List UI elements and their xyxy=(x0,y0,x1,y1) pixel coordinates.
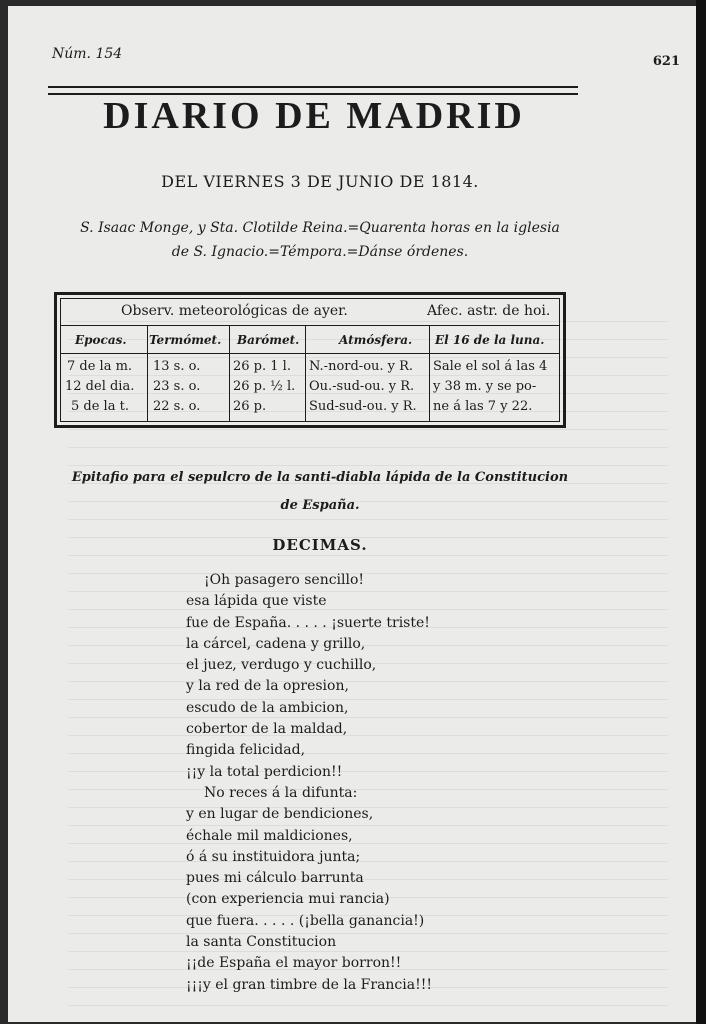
column-header: Barómet. xyxy=(237,333,300,347)
astronomy-heading: Afec. astr. de hoi. xyxy=(427,303,551,319)
column-header: Termómet. xyxy=(149,333,222,347)
table-cell: 26 p. 1 l. xyxy=(233,359,291,374)
table-cell: 13 s. o. xyxy=(153,359,201,374)
verse-line: la santa Constitucion xyxy=(186,934,337,951)
verse-line: que fuera. . . . . (¡bella ganancia!) xyxy=(186,912,425,929)
verse-line: y la red de la opresion, xyxy=(186,678,349,695)
verse-line: el juez, verdugo y cuchillo, xyxy=(186,657,377,674)
table-cell: Sale el sol á las 4 xyxy=(433,359,548,374)
section-title: DECIMAS. xyxy=(272,536,368,554)
table-cell: 23 s. o. xyxy=(153,379,201,394)
table-cell: Sud-sud-ou. y R. xyxy=(309,399,417,414)
verse-line: ¡¡y la total perdicion!! xyxy=(186,763,343,780)
verse-line: échale mil maldiciones, xyxy=(186,827,353,844)
verse-line: ¡¡¡y el gran timbre de la Francia!!! xyxy=(186,976,432,993)
verse-line: y en lugar de bendiciones, xyxy=(186,806,374,823)
verse-line: No reces á la difunta: xyxy=(204,784,358,801)
verse-line: cobertor de la maldad, xyxy=(186,721,348,738)
epitaph-heading xyxy=(60,464,580,520)
verse-line: esa lápida que viste xyxy=(186,593,327,610)
verse-line: (con experiencia mui rancia) xyxy=(186,891,390,908)
verse-line: la cárcel, cadena y grillo, xyxy=(186,635,366,652)
table-cell: N.-nord-ou. y R. xyxy=(309,359,414,374)
table-cell: 7 de la m. xyxy=(67,359,133,374)
saints-line: S. Isaac Monge, y Sta. Clotilde Reina.=Quarenta horas en la iglesia xyxy=(80,220,560,236)
issue-number: Núm. 154 xyxy=(52,46,123,62)
table-cell: 12 del dia. xyxy=(65,379,135,394)
verse-line: escudo de la ambicion, xyxy=(186,699,349,716)
page-edge xyxy=(696,0,706,1024)
table-cell: 26 p. ½ l. xyxy=(233,379,296,394)
table-cell: 22 s. o. xyxy=(153,399,201,414)
table-cell: 26 p. xyxy=(233,399,267,414)
verse-line: pues mi cálculo barrunta xyxy=(186,870,364,887)
table-cell: 5 de la t. xyxy=(71,399,129,414)
epitaph-line: Epitafio para el sepulcro de la santi-diabla lápida de la Constitucion xyxy=(71,470,569,485)
verse-line: fue de España. . . . . ¡suerte triste! xyxy=(186,614,430,631)
column-header: Epocas. xyxy=(75,333,127,347)
issue-date: DEL VIERNES 3 DE JUNIO DE 1814. xyxy=(161,172,479,191)
verse-line: ¡Oh pasagero sencillo! xyxy=(204,572,365,588)
table-cell: y 38 m. y se po- xyxy=(433,379,537,394)
epitaph-line: de España. xyxy=(280,498,360,513)
page-number: 621 xyxy=(652,54,680,69)
verse-line: fingida felicidad, xyxy=(186,742,306,759)
saints-of-day xyxy=(60,216,580,264)
poem xyxy=(186,570,586,996)
verse-line: ó á su instituidora junta; xyxy=(186,848,361,865)
column-header: Atmósfera. xyxy=(339,333,413,347)
column-header: El 16 de la luna. xyxy=(435,333,545,347)
saints-line: de S. Ignacio.=Témpora.=Dánse órdenes. xyxy=(171,244,469,260)
table-cell: Ou.-sud-ou. y R. xyxy=(309,379,415,394)
newspaper-title: DIARIO DE MADRID xyxy=(103,95,525,137)
weather-table xyxy=(54,292,566,428)
observations-heading: Observ. meteorológicas de ayer. xyxy=(121,303,348,319)
verse-line: ¡¡de España el mayor borron!! xyxy=(186,955,402,972)
table-cell: ne á las 7 y 22. xyxy=(433,399,533,414)
